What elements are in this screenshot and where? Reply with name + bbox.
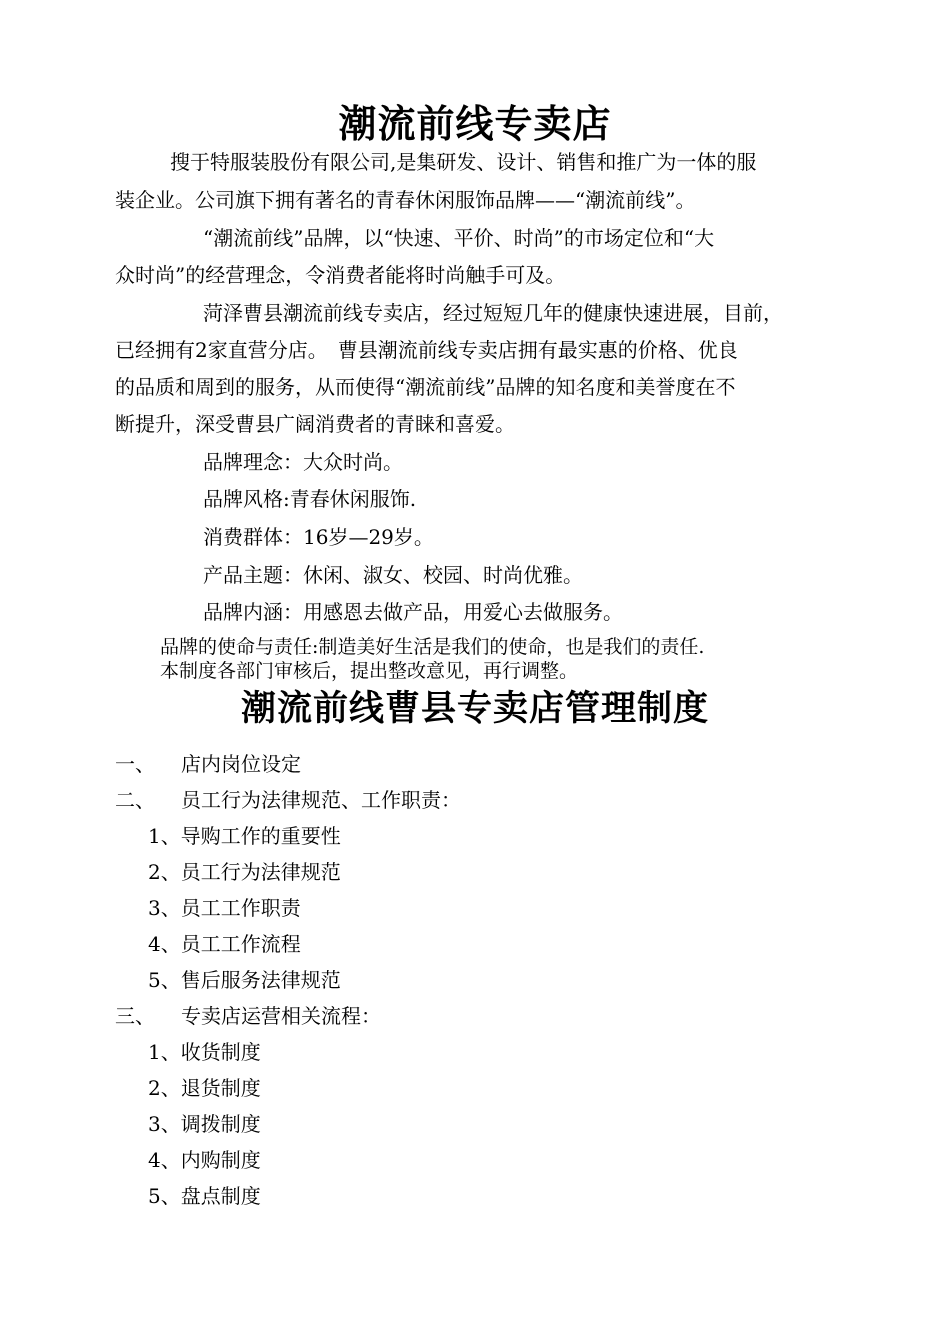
brand-item: 产品主题：休闲、淑女、校园、时尚优雅。 — [203, 563, 583, 587]
outline-number: 3、 — [148, 1112, 181, 1136]
outline-number: 1、 — [148, 1040, 181, 1064]
intro-line: 断提升，深受曹县广阔消费者的青睐和喜爱。 — [115, 412, 515, 436]
outline-number: 1、 — [148, 824, 181, 848]
outline-item — [148, 1074, 261, 1102]
outline-text: 员工行为法律规范 — [180, 860, 341, 884]
section-title: 潮流前线曹县专卖店管理制度 — [240, 689, 709, 729]
outline-item — [115, 1002, 381, 1030]
intro-line: “潮流前线”品牌，以“快速、平价、时尚”的市场定位和“大 — [203, 226, 715, 250]
document-title: 潮流前线专卖店 — [338, 102, 612, 146]
outline-item — [148, 858, 341, 886]
outline-text: 员工工作职责 — [180, 896, 301, 920]
outline-number: 一、 — [115, 752, 155, 776]
outline-item — [148, 822, 341, 850]
outline-text: 员工行为法律规范、工作职责： — [181, 788, 461, 812]
outline-number: 4、 — [148, 932, 181, 956]
note-line: 本制度各部门审核后，提出整改意见，再行调整。 — [160, 660, 579, 682]
outline-number: 5、 — [148, 1184, 181, 1208]
outline-item — [115, 750, 301, 778]
brand-item: 品牌内涵：用感恩去做产品，用爱心去做服务。 — [203, 600, 623, 624]
intro-line: 装企业。公司旗下拥有著名的青春休闲服饰品牌——“潮流前线”。 — [115, 188, 696, 212]
outline-number: 二、 — [115, 788, 155, 812]
intro-line: 已经拥有2家直营分店。 曹县潮流前线专卖店拥有最实惠的价格、优良 — [115, 338, 738, 362]
outline-text: 调拨制度 — [180, 1112, 261, 1136]
intro-line: 众时尚”的经营理念，令消费者能将时尚触手可及。 — [115, 263, 566, 287]
outline-item — [148, 1146, 261, 1174]
outline-text: 售后服务法律规范 — [180, 968, 341, 992]
brand-item: 品牌理念：大众时尚。 — [203, 450, 403, 474]
outline-item — [148, 1038, 261, 1066]
outline-text: 员工工作流程 — [180, 932, 301, 956]
intro-line: 的品质和周到的服务，从而使得“潮流前线”品牌的知名度和美誉度在不 — [115, 375, 736, 399]
outline-item — [148, 1182, 261, 1210]
brand-item: 品牌风格:青春休闲服饰. — [203, 487, 417, 511]
note-line: 品牌的使命与责任:制造美好生活是我们的使命，也是我们的责任. — [160, 636, 705, 658]
outline-text: 内购制度 — [180, 1148, 261, 1172]
brand-item: 消费群体：16岁—29岁。 — [203, 525, 434, 549]
outline-item — [148, 1110, 261, 1138]
outline-text: 店内岗位设定 — [181, 752, 301, 776]
outline-text: 退货制度 — [180, 1076, 261, 1100]
outline-number: 3、 — [148, 896, 181, 920]
outline-text: 导购工作的重要性 — [180, 824, 341, 848]
intro-line: 搜于特服装股份有限公司,是集研发、设计、销售和推广为一体的服 — [170, 150, 757, 174]
outline-number: 4、 — [148, 1148, 181, 1172]
outline-number: 2、 — [148, 1076, 181, 1100]
outline-number: 2、 — [148, 860, 181, 884]
outline-text: 盘点制度 — [180, 1184, 261, 1208]
outline-text: 收货制度 — [180, 1040, 261, 1064]
outline-number: 5、 — [148, 968, 181, 992]
outline-number: 三、 — [115, 1004, 155, 1028]
outline-item — [148, 930, 301, 958]
outline-item — [115, 786, 461, 814]
outline-item — [148, 966, 341, 994]
outline-item — [148, 894, 301, 922]
outline-text: 专卖店运营相关流程： — [181, 1004, 381, 1028]
intro-line: 菏泽曹县潮流前线专卖店，经过短短几年的健康快速进展，目前， — [203, 301, 783, 325]
